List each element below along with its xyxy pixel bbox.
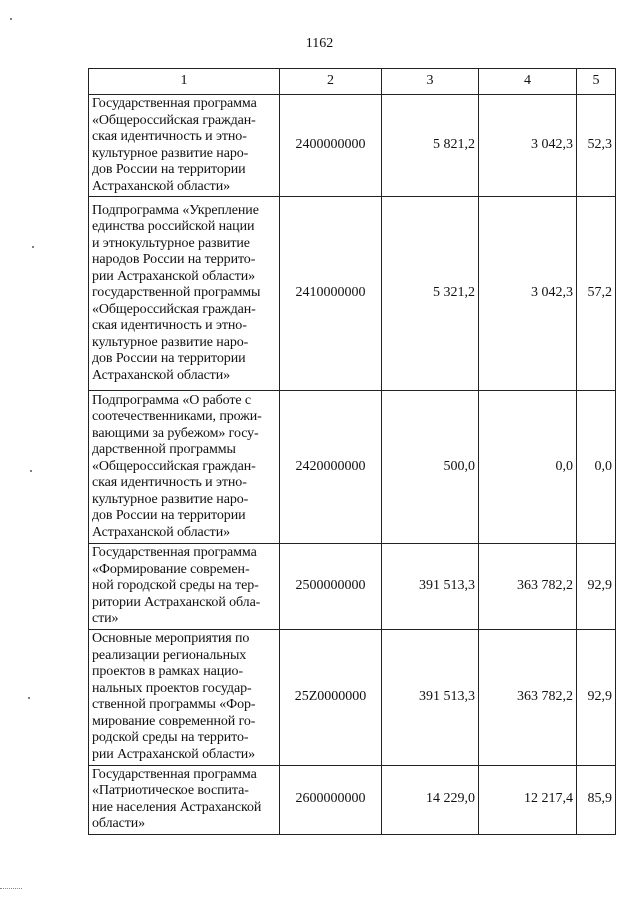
program-name-line: реализации региональных [92, 647, 247, 663]
program-name-line: сти» [92, 611, 119, 626]
table-row [89, 197, 616, 391]
scan-dot [32, 246, 34, 248]
program-name-line: дов России на территории [92, 508, 246, 524]
actual-amount-cell: 363 782,2 [479, 629, 577, 765]
percent-cell: 57,2 [577, 197, 616, 391]
target-code-cell: 2420000000 [280, 391, 382, 544]
column-header-1: 1 [89, 69, 280, 95]
program-name-line: культурное развитие наро- [92, 334, 249, 350]
planned-amount-cell: 14 229,0 [382, 765, 479, 834]
program-name-cell [89, 629, 280, 765]
program-name-line: Государственная программа [92, 545, 257, 560]
program-name-line: народов России на террито- [92, 252, 256, 268]
actual-amount-cell: 3 042,3 [479, 95, 577, 197]
scan-mark [0, 888, 22, 890]
program-name-line: ритории Астраханской обла- [92, 594, 261, 610]
table-row [89, 544, 616, 630]
program-name-line: рии Астраханской области» [92, 746, 256, 762]
program-name-cell [89, 197, 280, 391]
actual-amount-cell: 3 042,3 [479, 197, 577, 391]
program-name-line: вающими за рубежом» госу- [92, 425, 259, 441]
program-name-line: Астраханской области» [92, 524, 230, 540]
percent-cell: 92,9 [577, 629, 616, 765]
table-row [89, 765, 616, 834]
percent-cell: 92,9 [577, 544, 616, 630]
target-code-cell: 2500000000 [280, 544, 382, 630]
program-name-line: Государственная программа [92, 96, 257, 111]
program-name-line: мирование современной го- [92, 713, 256, 729]
program-name-line: культурное развитие наро- [92, 491, 249, 507]
program-name-line: области» [92, 816, 145, 831]
column-header-2: 2 [280, 69, 382, 95]
program-name-line: «Патриотическое воспита- [92, 783, 249, 798]
planned-amount-cell: 5 821,2 [382, 95, 479, 197]
scan-dot [30, 470, 32, 472]
program-name-line: «Формирование современ- [92, 561, 250, 577]
planned-amount-cell: 391 513,3 [382, 629, 479, 765]
table-row [89, 629, 616, 765]
program-name-line: Астраханской области» [92, 178, 230, 194]
planned-amount-cell: 391 513,3 [382, 544, 479, 630]
planned-amount-cell: 5 321,2 [382, 197, 479, 391]
program-name-line: ская идентичность и этно- [92, 318, 247, 334]
program-name-line: нальных проектов государ- [92, 680, 252, 696]
program-name-line: соотечественниками, прожи- [92, 409, 262, 425]
program-name-line: Астраханской области» [92, 367, 230, 383]
table-row [89, 95, 616, 197]
program-name-line: и этнокультурное развитие [92, 235, 250, 251]
program-name-line: ская идентичность и этно- [92, 129, 247, 144]
program-name-cell [89, 765, 280, 834]
percent-cell: 52,3 [577, 95, 616, 197]
target-code-cell: 2600000000 [280, 765, 382, 834]
program-name-line: дов России на территории [92, 162, 246, 177]
table-header-row [89, 69, 616, 95]
program-name-line: Подпрограмма «О работе с [92, 392, 252, 408]
page-number: 1162 [305, 36, 334, 51]
target-code-cell: 2410000000 [280, 197, 382, 391]
column-header-3: 3 [382, 69, 479, 95]
actual-amount-cell: 0,0 [479, 391, 577, 544]
column-header-5: 5 [577, 69, 616, 95]
actual-amount-cell: 12 217,4 [479, 765, 577, 834]
column-header-4: 4 [479, 69, 577, 95]
program-name-line: ние населения Астраханской [92, 799, 262, 815]
program-name-line: Подпрограмма «Укрепление [92, 202, 259, 218]
program-name-line: «Общероссийская граждан- [92, 458, 256, 474]
percent-cell: 0,0 [577, 391, 616, 544]
actual-amount-cell: 363 782,2 [479, 544, 577, 630]
program-name-line: ская идентичность и этно- [92, 475, 247, 491]
program-name-line: единства российской нации [92, 219, 255, 235]
program-name-line: Основные мероприятия по [92, 631, 250, 646]
program-name-line: «Общероссийская граждан- [92, 301, 256, 317]
budget-table [88, 68, 616, 835]
program-name-line: родской среды на террито- [92, 730, 249, 745]
target-code-cell: 25Z0000000 [280, 629, 382, 765]
program-name-line: Государственная программа [92, 766, 257, 782]
program-name-line: государственной программы [92, 285, 261, 301]
planned-amount-cell: 500,0 [382, 391, 479, 544]
program-name-line: ной городской среды на тер- [92, 578, 259, 593]
table-row [89, 391, 616, 544]
program-name-line: культурное развитие наро- [92, 145, 249, 161]
program-name-line: «Общероссийская граждан- [92, 112, 256, 128]
scan-dot [28, 697, 30, 699]
program-name-cell [89, 544, 280, 630]
program-name-line: проектов в рамках нацио- [92, 664, 243, 679]
program-name-cell [89, 95, 280, 197]
program-name-line: ственной программы «Фор- [92, 697, 256, 712]
program-name-line: дов России на территории [92, 351, 246, 367]
percent-cell: 85,9 [577, 765, 616, 834]
scan-dot [10, 18, 12, 20]
target-code-cell: 2400000000 [280, 95, 382, 197]
program-name-cell [89, 391, 280, 544]
program-name-line: дарственной программы [92, 442, 236, 458]
program-name-line: рии Астраханской области» [92, 268, 256, 284]
